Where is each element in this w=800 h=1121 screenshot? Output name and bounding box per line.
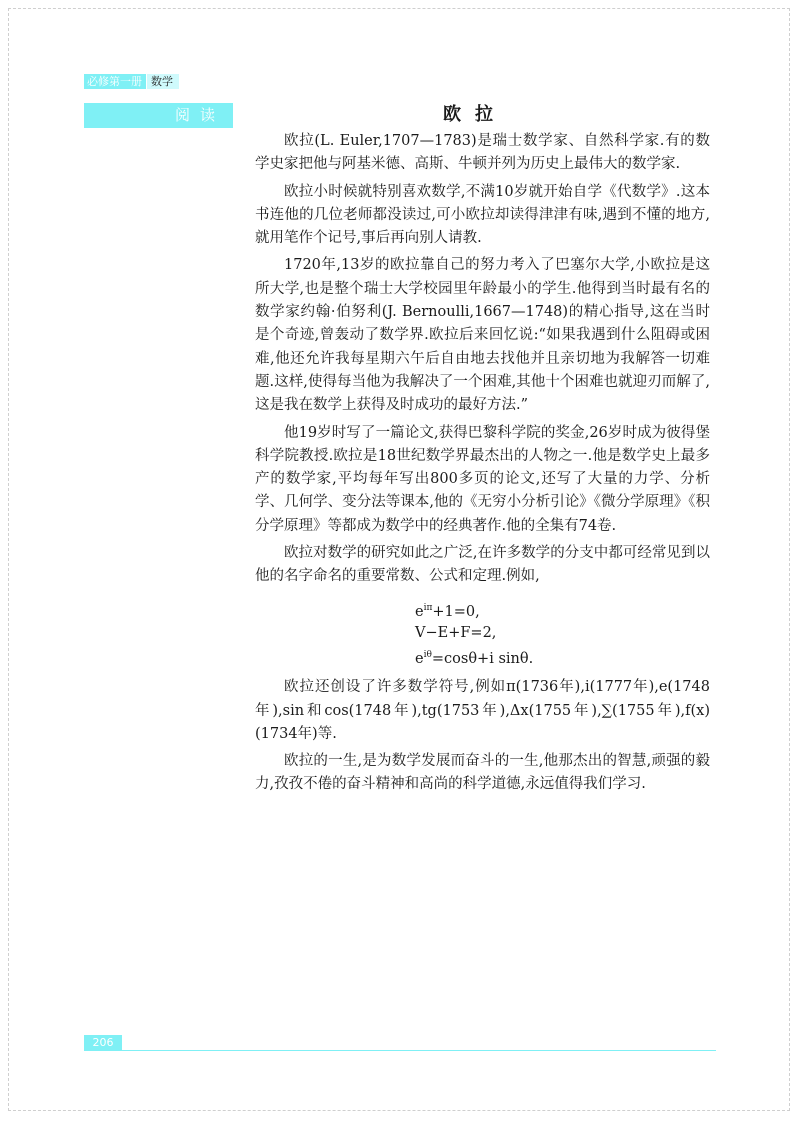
paragraph: 欧拉小时候就特别喜欢数学,不满10岁就开始自学《代数学》.这本书连他的几位老师都没读过,可小欧拉却读得津津有味,遇到不懂的地方,就用笔作个记号,事后再向别人请教. <box>255 183 710 247</box>
paragraph: 1720年,13岁的欧拉靠自己的努力考入了巴塞尔大学,小欧拉是这所大学,也是整个瑞士大学校园里年龄最小的学生.他得到当时最有名的数学家约翰·伯努利(J. Bernoulli,1667—1748)的精心指导,这在当时是个奇迹,曾轰动了数学界.欧拉后来回忆说:“如果我遇到什么阻碍或困难,他还允许我每星期六午后自由地去找他并且亲切地为我解答一切难题.这样,使得每当他为我解决了一个困难,其他十个困难也就迎刃而解了,这是我在数学上获得及时成功的最好方法.” <box>255 257 710 414</box>
article-body <box>255 130 710 801</box>
paragraph: 欧拉(L. Euler,1707—1783)是瑞士数学家、自然科学家.有的数学史家把他与阿基米德、高斯、牛顿并列为历史上最伟大的数学家. <box>255 133 710 173</box>
paragraph: 欧拉对数学的研究如此之广泛,在许多数学的分支中都可经常见到以他的名字命名的重要常数、公式和定理.例如, <box>255 545 710 585</box>
article-title: 欧拉 <box>443 104 507 125</box>
paragraph: 欧拉的一生,是为数学发展而奋斗的一生,他那杰出的智慧,顽强的毅力,孜孜不倦的奋斗精神和高尚的科学道德,永远值得我们学习. <box>255 753 710 793</box>
formula-euler-identity: $e^{i\pi}+1=0$, <box>415 602 480 620</box>
header-book-tag <box>84 74 179 89</box>
book-label: 必修第一册 <box>84 74 146 89</box>
formula-block <box>415 597 710 671</box>
footer-rule <box>122 1050 716 1051</box>
paragraph: 欧拉还创设了许多数学符号,例如π(1736年),i(1777年),e(1748年),sin和cos(1748年),tg(1753年),Δx(1755年),∑(1755年),f(x)(1734年)等. <box>255 679 710 742</box>
section-band: 阅读 <box>84 103 233 128</box>
formula-polyhedron: V−E+F=2, <box>415 625 497 642</box>
formula-euler-formula: $e^{i\theta}=\cos\theta+i$ sinθ. <box>415 650 534 668</box>
subject-label: 数学 <box>146 74 179 89</box>
page-number: 206 <box>84 1035 122 1051</box>
paragraph: 他19岁时写了一篇论文,获得巴黎科学院的奖金,26岁时成为彼得堡科学院教授.欧拉是18世纪数学界最杰出的人物之一.他是数学史上最多产的数学家,平均每年写出800多页的论文,还写了大量的力学、分析学、几何学、变分法等课本,他的《无穷小分析引论》《微分学原理》《积分学原理》等都成为数学中的经典著作.他的全集有74卷. <box>255 424 710 534</box>
